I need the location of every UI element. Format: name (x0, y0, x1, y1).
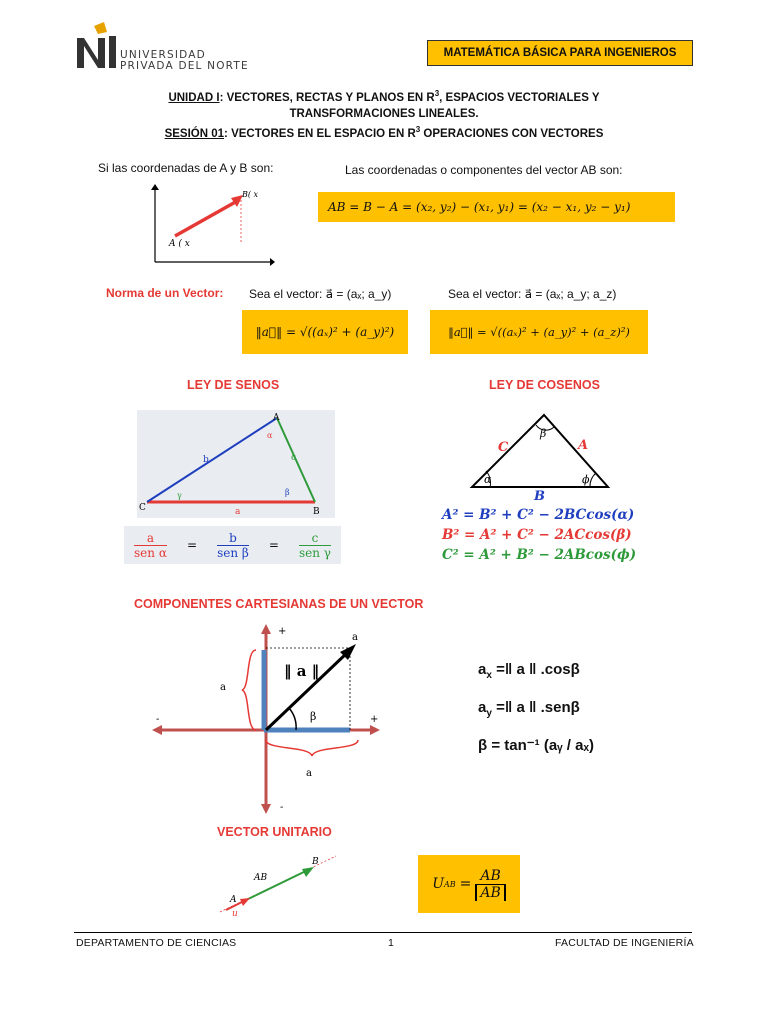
unit-heading: UNIDAD I: VECTORES, RECTAS Y PLANOS EN $R^3$, ESPACIOS VECTORIALES Y TRANSFORMACIONES LINEALES. SESIÓN 01: VECTORES EN EL ESPACIO EN $R^3$ OPERACIONES CON VECTORES (164, 89, 604, 140)
svg-text:a: a (220, 682, 226, 693)
cartesian-components-diagram (150, 622, 390, 818)
footer-divider (74, 932, 692, 933)
svg-text:b: b (203, 455, 209, 465)
university-name: UNIVERSIDAD PRIVADA DEL NORTE (120, 49, 249, 72)
ab-components-formula: AB = B − A = (x₂, y₂) − (x₁, y₁) = (x₂ − x₁, y₂ − y₁) (318, 192, 675, 222)
svg-text:A: A (578, 438, 589, 453)
upn-logo-icon (74, 22, 122, 72)
course-title: MATEMÁTICA BÁSICA PARA INGENIEROS (443, 47, 677, 59)
svg-text:α: α (484, 473, 492, 486)
norm-3d-formula: ‖a⃗‖ = √((aₓ)² + (a_y)² + (a_z)²) (430, 310, 648, 354)
svg-text:α: α (267, 431, 273, 440)
svg-text:B: B (534, 489, 545, 501)
svg-text:B: B (312, 857, 319, 867)
law-of-cosines-title: LEY DE COSENOS (489, 378, 600, 392)
svg-text:C: C (139, 503, 146, 513)
coords-intro: Si las coordenadas de A y B son: (98, 161, 274, 175)
svg-text:+: + (278, 626, 287, 637)
point-a-label: A ( x (169, 239, 190, 249)
law-of-sines-formula: a sen α = b sen β = c sen γ (124, 526, 341, 564)
footer-faculty: FACULTAD DE INGENIERÍA (555, 937, 694, 949)
svg-text:β: β (540, 427, 547, 440)
svg-text:a: a (306, 768, 312, 779)
svg-text:C: C (498, 440, 509, 455)
cosines-triangle-diagram (458, 405, 618, 501)
svg-text:c: c (291, 453, 297, 463)
norm-a-label: ‖ a ‖ (284, 662, 320, 680)
vector-2d-label: Sea el vector: a⃗ = (aₓ; a_y) (249, 287, 392, 301)
svg-text:γ: γ (177, 491, 182, 500)
svg-text:a: a (352, 632, 358, 643)
svg-text:u: u (232, 909, 238, 916)
cartesian-formulas: $a_x$ =‖ a ‖ .cosβ $a_y$ =‖ a ‖ .senβ β = tan⁻¹ (aᵧ / aₓ) (478, 661, 594, 754)
svg-text:a: a (235, 507, 241, 517)
svg-text:-: - (156, 714, 160, 725)
law-of-cosines-formulas: A² = B² + C² − 2BCcos(α) B² = A² + C² − 2ACcos(β) C² = A² + B² − 2ABcos(ϕ) (442, 507, 637, 563)
vector-ab-diagram (145, 182, 275, 268)
svg-text:+: + (370, 714, 379, 725)
norm-title: Norma de un Vector: (106, 286, 224, 300)
course-title-box (427, 40, 693, 66)
vector-3d-label: Sea el vector: a⃗ = (aₓ; a_y; a_z) (448, 287, 617, 301)
university-logo (74, 22, 284, 72)
page-number: 1 (388, 937, 395, 949)
sines-triangle-diagram (137, 410, 335, 518)
norm-2d-formula: ‖a⃗‖ = √((aₓ)² + (a_y)²) (242, 310, 408, 354)
unit-vector-formula: U AB = $\frac{AB}{AB}$ (418, 855, 520, 913)
law-of-sines-title: LEY DE SENOS (187, 378, 280, 392)
svg-text:β: β (310, 710, 317, 723)
svg-text:-: - (280, 802, 284, 813)
point-b-label: B( x (242, 190, 259, 199)
svg-text:β: β (285, 488, 290, 497)
unit-vector-title: VECTOR UNITARIO (217, 825, 332, 839)
svg-text:A: A (230, 895, 237, 905)
unit-vector-diagram (218, 850, 342, 916)
footer-department: DEPARTAMENTO DE CIENCIAS (76, 937, 237, 949)
svg-text:AB: AB (254, 873, 268, 883)
svg-text:A: A (273, 413, 280, 423)
components-intro: Las coordenadas o componentes del vector AB son: (345, 163, 623, 177)
cartesian-components-title: COMPONENTES CARTESIANAS DE UN VECTOR (134, 597, 424, 611)
svg-text:B: B (313, 507, 320, 517)
svg-text:ϕ: ϕ (582, 473, 590, 486)
